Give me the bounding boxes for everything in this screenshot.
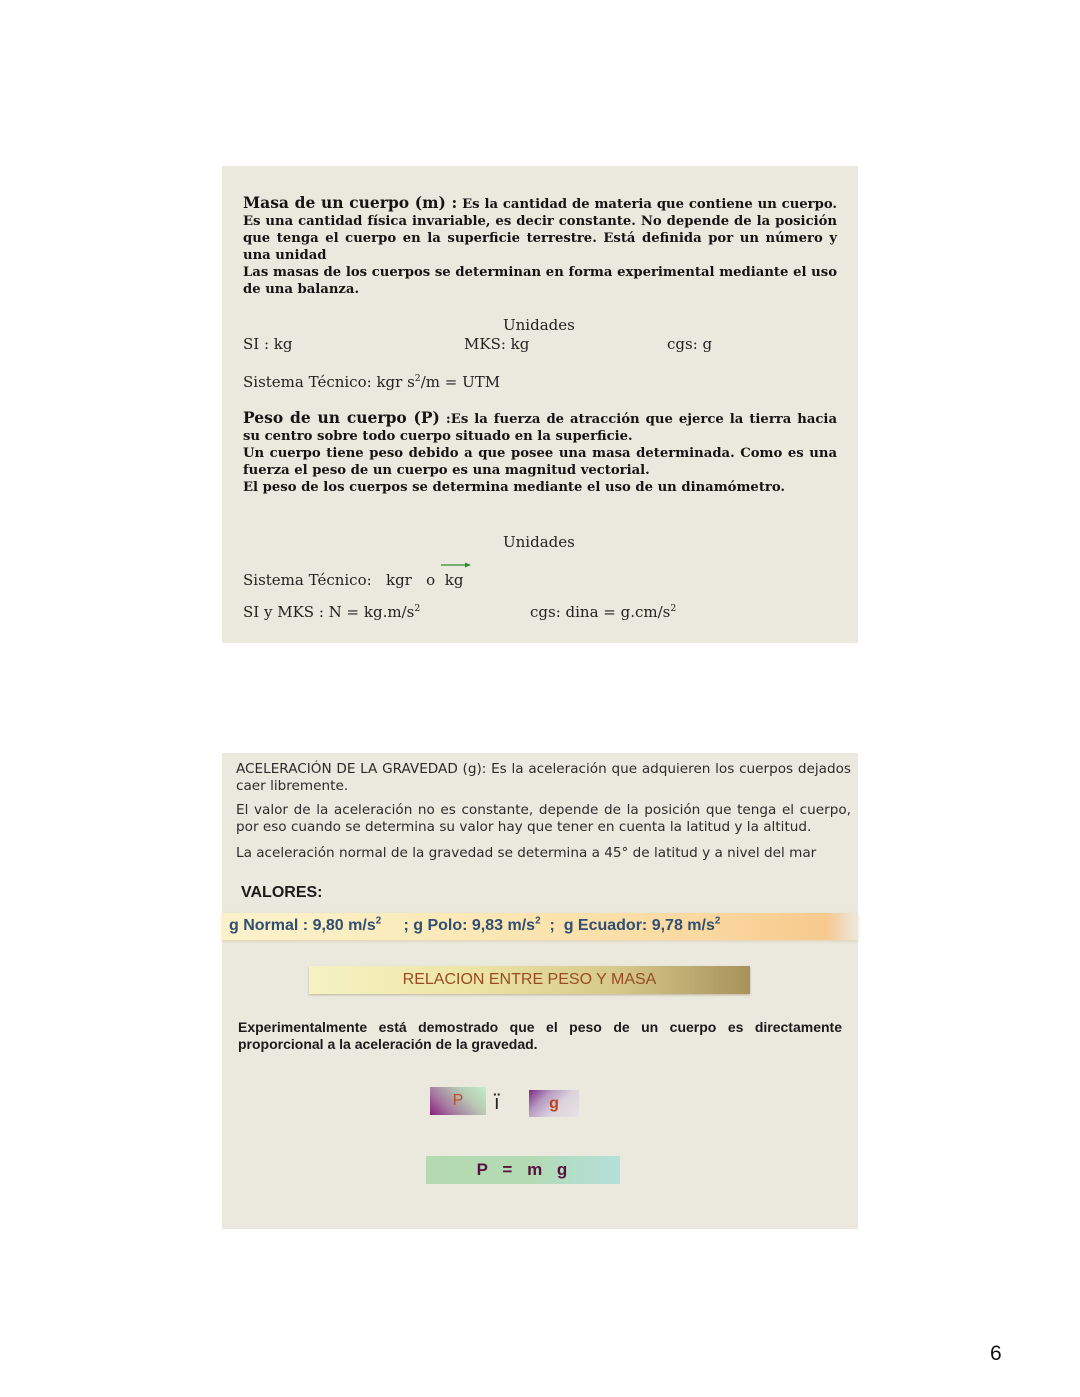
vector-arrow-icon [441,562,471,568]
valores-list: g Normal : 9,80 $m/s^2$ ; g Polo: 9,83 $m/s^2$ ; g Ecuador: 9,78 $m/s^2$ [229,915,721,934]
peso-unit-cgs: cgs: dina = $g.cm/s^2$ [530,603,677,621]
proportionality-statement: Experimentalmente está demostrado que el peso de un cuerpo es directamente proporcional a la aceleración de la gravedad. [238,1019,842,1052]
masa-title: Masa de un cuerpo (m) : [243,193,458,212]
formula-p-equals-mg: P = m g [476,1160,570,1179]
masa-units-heading: Unidades [503,316,575,334]
slide-masa-peso [222,166,858,643]
peso-dinamometro-note: El peso de los cuerpos se determina mediante el uso de un dinamómetro. [243,480,786,495]
masa-unit-mks: MKS: kg [464,335,530,353]
g-normal: g Normal : 9,80 $m/s^2$ [229,915,382,934]
masa-unit-tecnico: Sistema Técnico: kgr $s^2/m$ = UTM [243,373,501,391]
masa-unit-si: SI : kg [243,335,293,353]
gravedad-variability: El valor de la aceleración no es constante, depende de la posición que tenga el cuerpo, por eso cuando se determina su valor hay que tener en cuenta la latitud y la altitud. [236,802,851,835]
g-polo: ; g Polo: 9,83 $m/s^2$ [403,915,541,934]
peso-unit-si-mks: SI y MKS : $N = kg.m/s^2$ [243,603,421,621]
relacion-banner [309,966,750,994]
page-number: 6 [990,1342,1002,1365]
peso-title: Peso de un cuerpo (P) [243,408,440,427]
gravedad-normal-note: La aceleración normal de la gravedad se determina a 45° de latitud y a nivel del mar [236,845,817,861]
gravedad-definition: ACELERACIÓN DE LA GRAVEDAD (g): Es la aceleración que adquieren los cuerpos dejados caer libremente. [236,761,851,794]
g-ecuador: g Ecuador: 9,78 $m/s^2$ [563,915,721,934]
vector-kg: kg [445,571,464,589]
peso-definition: Peso de un cuerpo (P) :Es la fuerza de atracción que ejerce la tierra hacia su centro sobre todo cuerpo situado en la superficie. Un cuerpo tiene peso debido a que posee una masa determinada. Como es una fuerza el peso de un cuerpo es una magnitud vectorial. El peso de los cuerpos se determina mediante el uso de un dinamómetro. [243,408,837,495]
relacion-title: RELACION ENTRE PESO Y MASA [402,971,657,988]
valores-band [222,913,858,940]
slide-gravedad [222,753,858,1229]
proportional-symbol: ï [494,1090,500,1114]
peso-unit-tecnico: Sistema Técnico: kgr o kg [243,571,463,589]
proportion-p-box: P [430,1087,486,1115]
peso-units-heading: Unidades [503,533,575,551]
proportion-g-box: g [529,1090,579,1117]
masa-unit-cgs: cgs: g [667,335,713,353]
valores-heading: VALORES: [241,884,323,901]
formula-box [426,1156,620,1184]
masa-balanza-note: Las masas de los cuerpos se determinan en forma experimental mediante el uso de una balanza. [243,265,837,297]
masa-definition: Masa de un cuerpo (m) : Es la cantidad de materia que contiene un cuerpo. Es una cantidad física invariable, es decir constante. No depende de la posición que tenga el cuerpo en la superficie terrestre. Está definida por un número y una unidad Las masas de los cuerpos se determinan en forma experimental mediante el uso de una balanza. [243,193,838,297]
